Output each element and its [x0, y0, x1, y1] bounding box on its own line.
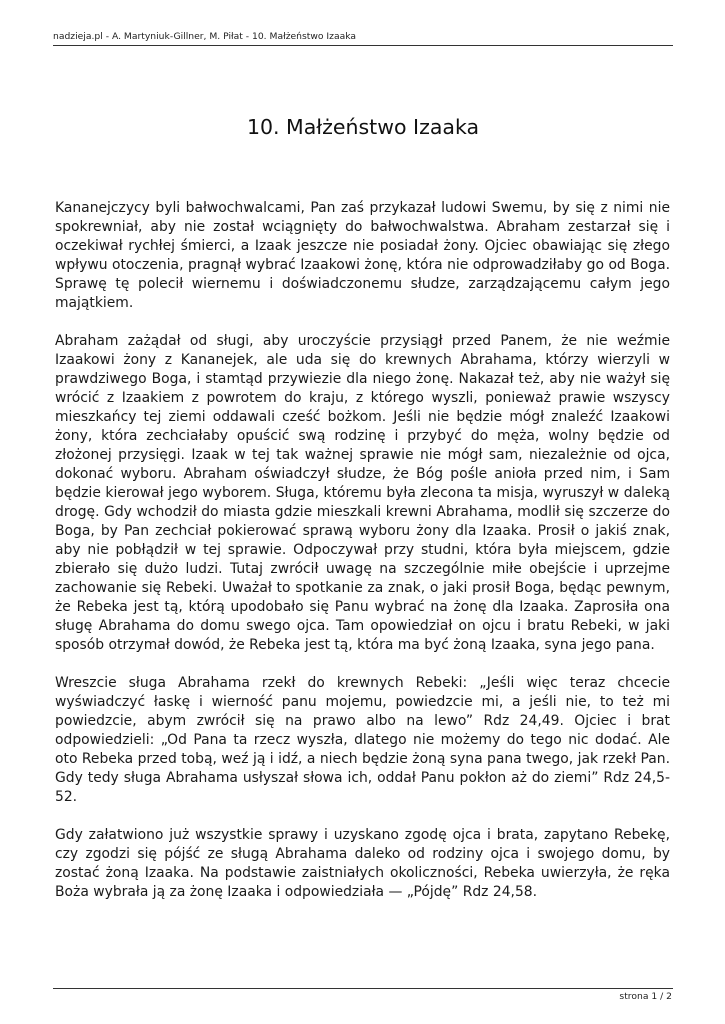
paragraph-1: Kananejczycy byli bałwochwalcami, Pan zaś przykazał ludowi Swemu, by się z nimi nie spokrewniał, aby nie został wciągnięty do bałwochwalstwa. Abraham zestarzał się i oczekiwał rychłej śmierci, a Izaak jeszcze nie posiadał żony. Ojciec obawiając się złego wpływu otoczenia, pragnął wybrać Izaakowi żonę, która nie odprowadziłaby go od Boga. Sprawę tę polecił wiernemu i doświadczonemu słudze, zarządzającemu całym jego majątkiem. — [55, 200, 670, 311]
paragraph-2: Abraham zażądał od sługi, aby uroczyście przysiągł przed Panem, że nie weźmie Izaakowi żony z Kananejek, ale uda się do krewnych Abrahama, którzy wierzyli w prawdziwego Boga, i stamtąd przywiezie dla niego żonę. Nakazał też, aby nie ważył się wrócić z Izaakiem z powrotem do kraju, z którego wyszli, ponieważ prawie wszyscy mieszkańcy tej ziemi oddawali cześć bożkom. Jeśli nie będzie mógł znaleźć Izaakowi żony, która zechciałaby opuścić swą rodzinę i przybyć do męża, wolny będzie od złożonej przysięgi. Izaak w tej tak ważnej sprawie nie mógł sam, niezależnie od ojca, dokonać wyboru. Abraham oświadczył słudze, że Bóg pośle anioła przed nim, i Sam będzie kierował jego wyborem. Sługa, któremu była zlecona ta misja, wyruszył w daleką drogę. Gdy wchodził do miasta gdzie mieszkali krewni Abrahama, modlił się szczerze do Boga, by Pan zechciał pokierować sprawą wyboru żony dla Izaaka. Prosił o jakiś znak, aby nie pobłądził w tej sprawie. Odpoczywał przy studni, która była miejscem, gdzie zbierało się dużo ludzi. Tutaj zwrócił uwagę na szczególnie miłe obejście i uprzejme zachowanie się Rebeki. Uważał to spotkanie za znak, o jaki prosił Boga, będąc pewnym, że Rebeka jest tą, którą upodobało się Panu wybrać na żonę dla Izaaka. Zaprosiła ona sługę Abrahama do domu swego ojca. Tam opowiedział on ojcu i bratu Rebeki, w jaki sposób otrzymał dowód, że Rebeka jest tą, która ma być żoną Izaaka, syna jego pana. — [55, 333, 670, 653]
page-header: nadzieja.pl - A. Martyniuk-Gillner, M. Piłat - 10. Małżeństwo Izaaka — [53, 31, 357, 42]
footer-divider — [53, 988, 673, 989]
page-number: strona 1 / 2 — [619, 991, 672, 1002]
header-divider — [53, 45, 673, 46]
paragraph-4: Gdy załatwiono już wszystkie sprawy i uzyskano zgodę ojca i brata, zapytano Rebekę, czy zgodzi się pójść ze sługą Abrahama daleko od rodziny ojca i swojego domu, by zostać żoną Izaaka. Na podstawie zaistniałych okoliczności, Rebeka uwierzyła, że ręka Boża wybrała ją za żonę Izaaka i odpowiedziała — „Pójdę” Rdz 24,58. — [55, 827, 670, 900]
article-body — [55, 199, 670, 921]
page-title: 10. Małżeństwo Izaaka — [246, 115, 480, 139]
paragraph-3: Wreszcie sługa Abrahama rzekł do krewnych Rebeki: „Jeśli więc teraz chcecie wyświadczyć łaskę i wierność panu mojemu, powiedzcie mi, a jeśli nie, to też mi powiedzcie, abym zwrócił się na prawo albo na lewo” Rdz 24,49. Ojciec i brat odpowiedzieli: „Od Pana ta rzecz wyszła, dlatego nie możemy do tego nic dodać. Ale oto Rebeka przed tobą, weź ją i idź, a niech będzie żoną syna pana twego, jak rzekł Pan. Gdy tedy sługa Abrahama usłyszał słowa ich, oddał Panu pokłon aż do ziemi” Rdz 24,5-52. — [55, 675, 670, 805]
